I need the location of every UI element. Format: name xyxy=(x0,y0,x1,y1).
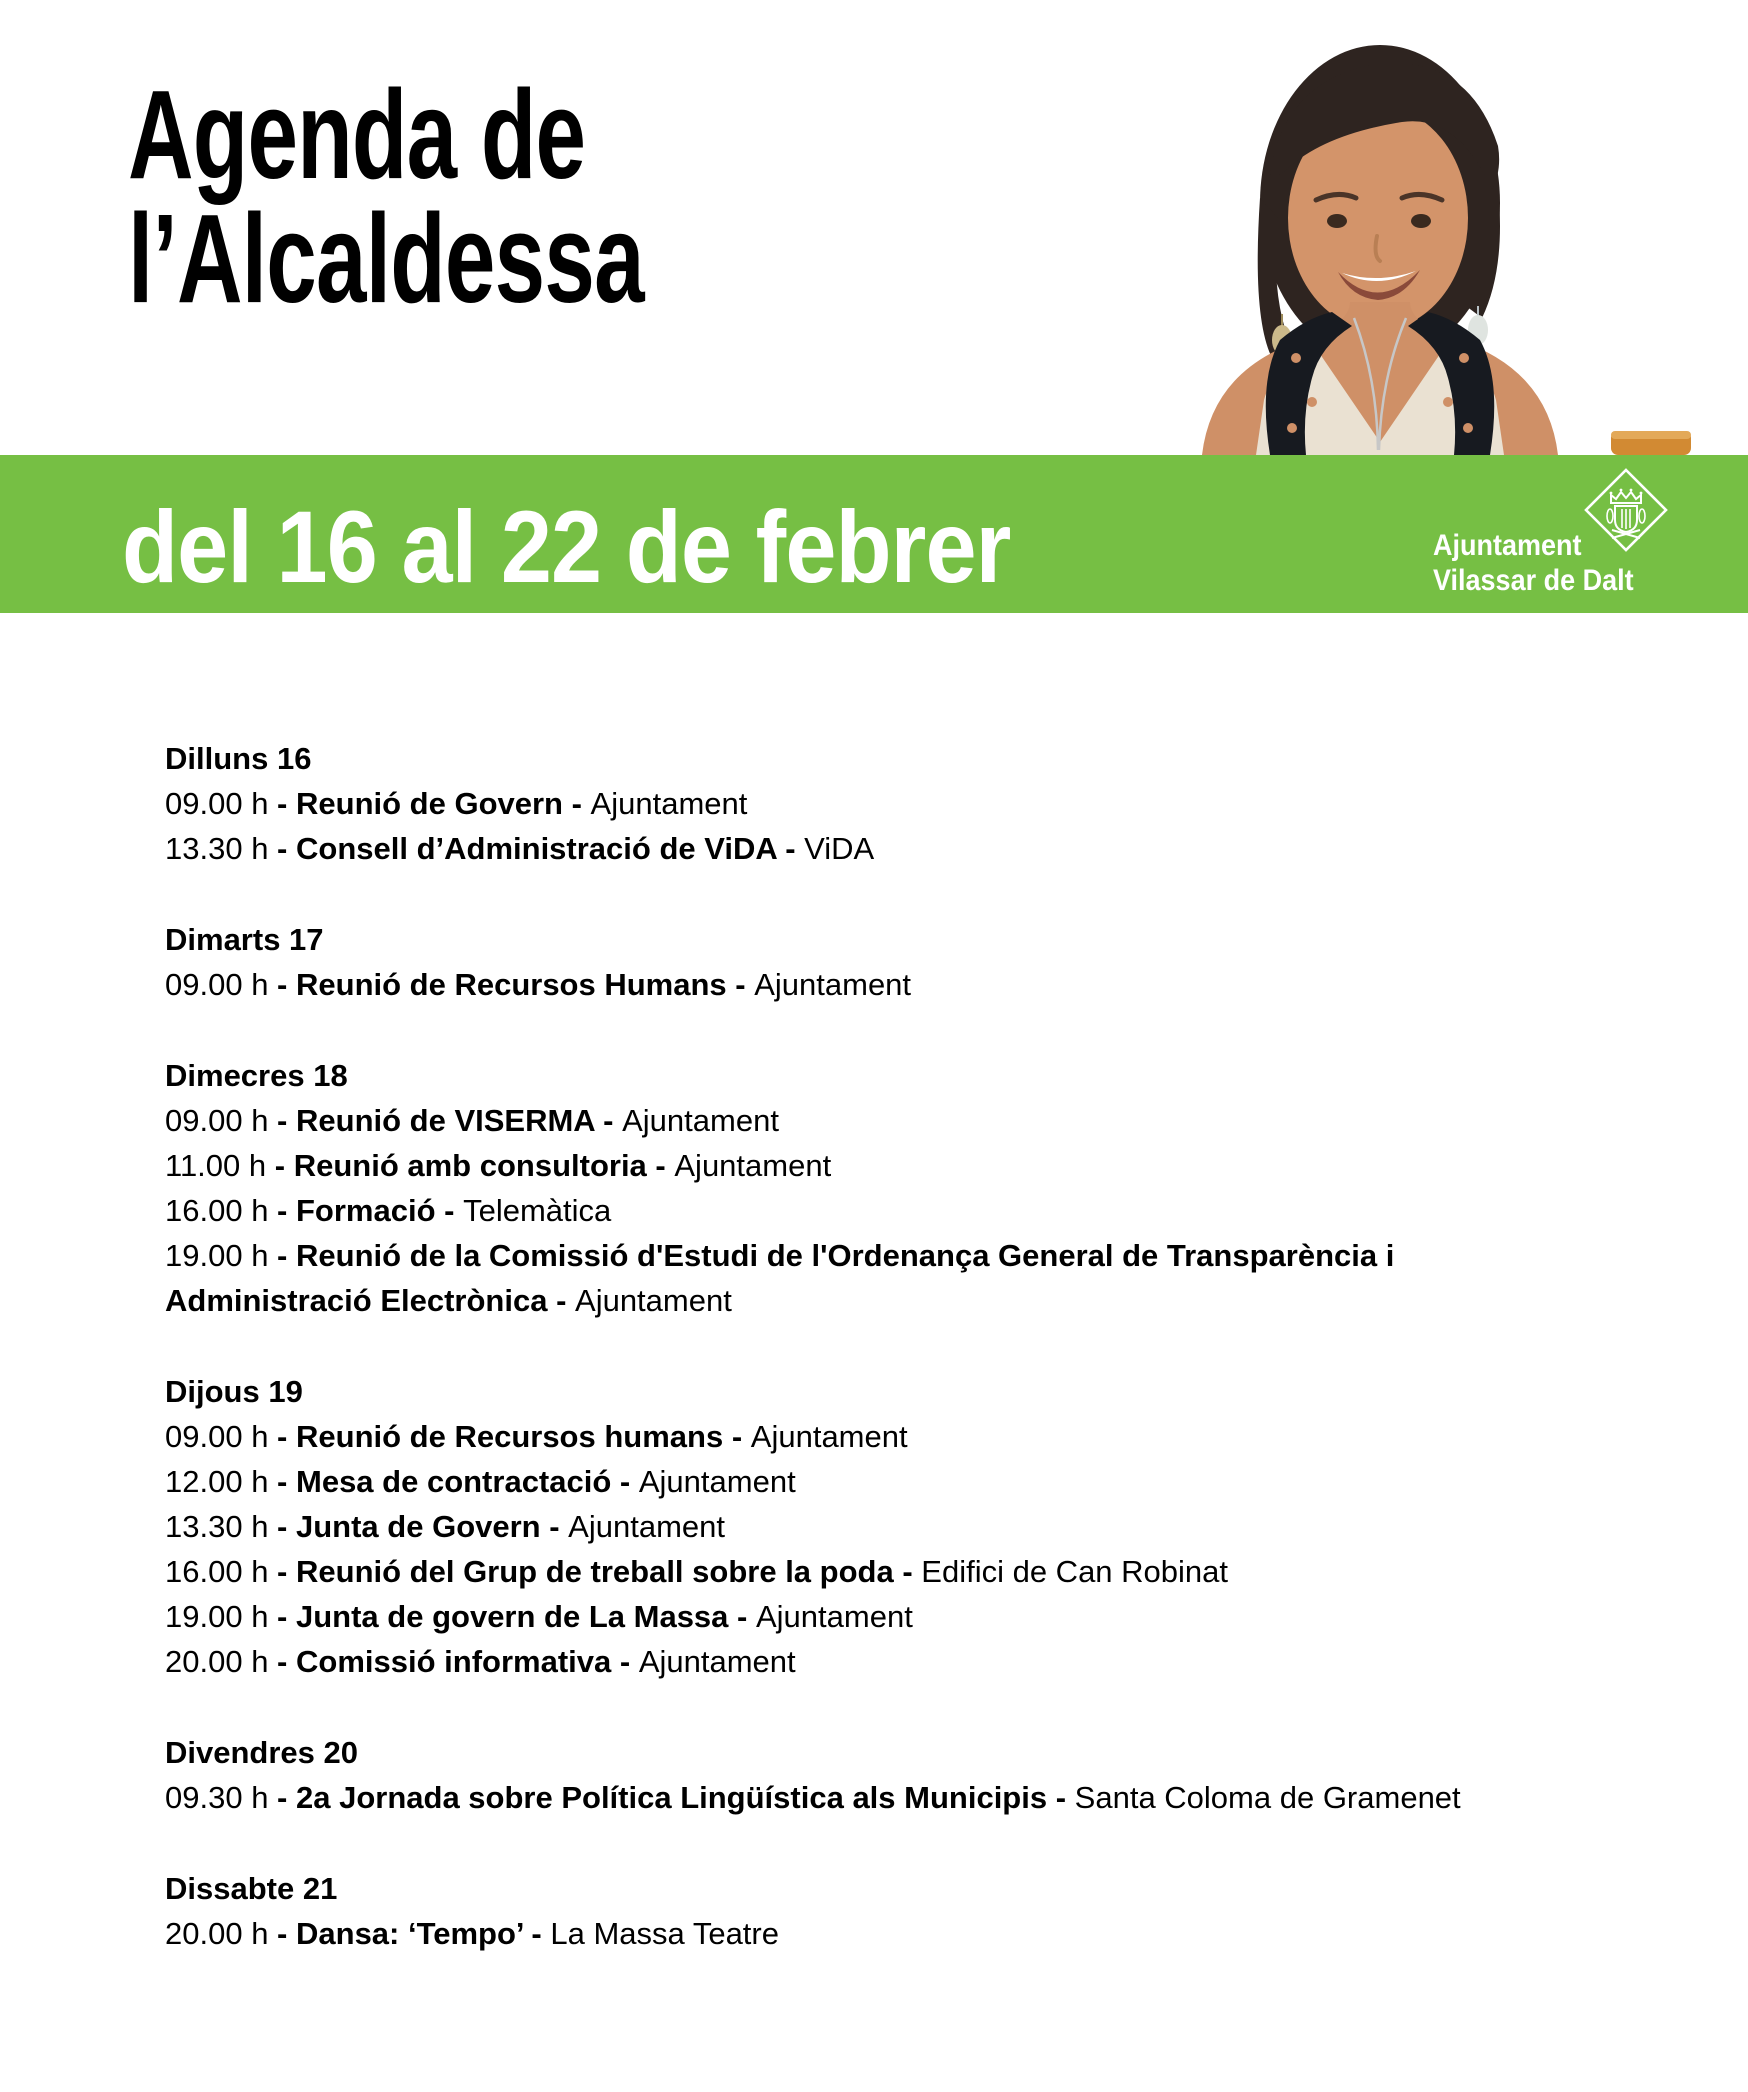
portrait-illustration xyxy=(1020,18,1700,455)
event-location: Ajuntament xyxy=(674,1148,832,1183)
event-title: - Formació - xyxy=(268,1193,464,1228)
event-location: Ajuntament xyxy=(590,786,748,821)
event-title: - Reunió de Recursos humans - xyxy=(268,1419,751,1454)
event-time: 16.00 h xyxy=(165,1554,269,1589)
agenda-day-events xyxy=(165,962,1555,1007)
poster-title: Agenda de l’Alcaldessa xyxy=(128,64,644,329)
logo-line-ajuntament: Ajuntament xyxy=(1433,529,1582,562)
event-title: - 2a Jornada sobre Política Lingüística als Municipis - xyxy=(268,1780,1075,1815)
agenda-day-section xyxy=(165,1730,1555,1820)
event-time: 12.00 h xyxy=(165,1464,269,1499)
agenda-day-heading: Divendres 20 xyxy=(165,1735,358,1770)
event-time: 09.00 h xyxy=(165,967,269,1002)
event-title: - Reunió del Grup de treball sobre la poda - xyxy=(268,1554,922,1589)
agenda-day-section xyxy=(165,1866,1555,1956)
event-title: - Reunió de Govern - xyxy=(268,786,591,821)
event-time: 16.00 h xyxy=(165,1193,269,1228)
event-location: Ajuntament xyxy=(750,1419,908,1454)
event-time: 09.30 h xyxy=(165,1780,269,1815)
agenda-event-row xyxy=(165,962,1555,1007)
agenda-event-row xyxy=(165,1911,1555,1956)
event-time: 13.30 h xyxy=(165,1509,269,1544)
event-title: - Reunió amb consultoria - xyxy=(266,1148,675,1183)
event-title: - Comissió informativa - xyxy=(268,1644,639,1679)
agenda-event-row xyxy=(165,1459,1555,1504)
agenda-day-section xyxy=(165,1053,1555,1323)
event-time: 20.00 h xyxy=(165,1916,269,1951)
event-title: - Reunió de Recursos Humans - xyxy=(268,967,755,1002)
agenda-event-row xyxy=(165,1639,1555,1684)
agenda-list xyxy=(165,736,1555,2002)
agenda-day-section xyxy=(165,917,1555,1007)
event-title: - Mesa de contractació - xyxy=(268,1464,639,1499)
event-title: - Consell d’Administració de ViDA - xyxy=(268,831,805,866)
agenda-event-row xyxy=(165,1143,1555,1188)
agenda-day-section xyxy=(165,736,1555,871)
agenda-day-heading: Dimarts 17 xyxy=(165,922,324,957)
event-time: 19.00 h xyxy=(165,1599,269,1634)
event-location: Ajuntament xyxy=(575,1283,732,1318)
mayor-portrait-photo xyxy=(1020,18,1700,455)
agenda-day-events xyxy=(165,1098,1555,1323)
event-location: Ajuntament xyxy=(638,1464,796,1499)
event-time: 13.30 h xyxy=(165,831,269,866)
agenda-day-events xyxy=(165,781,1555,871)
agenda-day-section xyxy=(165,1369,1555,1684)
agenda-event-row xyxy=(165,1775,1555,1820)
event-title: - Junta de govern de La Massa - xyxy=(268,1599,756,1634)
event-title: - Junta de Govern - xyxy=(268,1509,569,1544)
agenda-day-events xyxy=(165,1911,1555,1956)
event-location: ViDA xyxy=(804,831,875,866)
agenda-event-row xyxy=(165,1233,1555,1323)
event-time: 20.00 h xyxy=(165,1644,269,1679)
agenda-event-row xyxy=(165,826,1555,871)
event-location: Santa Coloma de Gramenet xyxy=(1074,1780,1461,1815)
event-location: Ajuntament xyxy=(568,1509,725,1544)
event-title: - Dansa: ‘Tempo’ - xyxy=(268,1916,551,1951)
agenda-event-row xyxy=(165,1549,1555,1594)
agenda-day-heading: Dijous 19 xyxy=(165,1374,303,1409)
agenda-event-row xyxy=(165,1594,1555,1639)
event-title: - Reunió de VISERMA - xyxy=(268,1103,623,1138)
logo-line-vilassar: Vilassar de Dalt xyxy=(1433,564,1634,597)
ajuntament-logo-text xyxy=(1433,528,1634,598)
agenda-event-row xyxy=(165,1414,1555,1459)
event-location: Ajuntament xyxy=(754,967,912,1002)
event-location: Ajuntament xyxy=(622,1103,779,1138)
event-location: Edifici de Can Robinat xyxy=(921,1554,1229,1589)
agenda-day-events xyxy=(165,1775,1555,1820)
event-time: 11.00 h xyxy=(165,1148,267,1183)
event-location: Ajuntament xyxy=(755,1599,913,1634)
agenda-day-events xyxy=(165,1414,1555,1684)
event-time: 09.00 h xyxy=(165,1419,269,1454)
agenda-day-heading: Dimecres 18 xyxy=(165,1058,348,1093)
event-location: Telemàtica xyxy=(463,1193,612,1228)
event-location: La Massa Teatre xyxy=(550,1916,779,1951)
event-time: 09.00 h xyxy=(165,786,269,821)
event-location: Ajuntament xyxy=(638,1644,796,1679)
agenda-event-row xyxy=(165,781,1555,826)
agenda-event-row xyxy=(165,1098,1555,1143)
agenda-event-row xyxy=(165,1504,1555,1549)
agenda-event-row xyxy=(165,1188,1555,1233)
agenda-day-heading: Dilluns 16 xyxy=(165,741,312,776)
date-range: del 16 al 22 de febrer xyxy=(122,490,1011,604)
event-title: - Reunió de la Comissió d'Estudi de l'Ordenança General de Transparència i Administració Electrònica - xyxy=(165,1238,1395,1318)
event-time: 09.00 h xyxy=(165,1103,269,1138)
event-time: 19.00 h xyxy=(165,1238,269,1273)
agenda-day-heading: Dissabte 21 xyxy=(165,1871,338,1906)
